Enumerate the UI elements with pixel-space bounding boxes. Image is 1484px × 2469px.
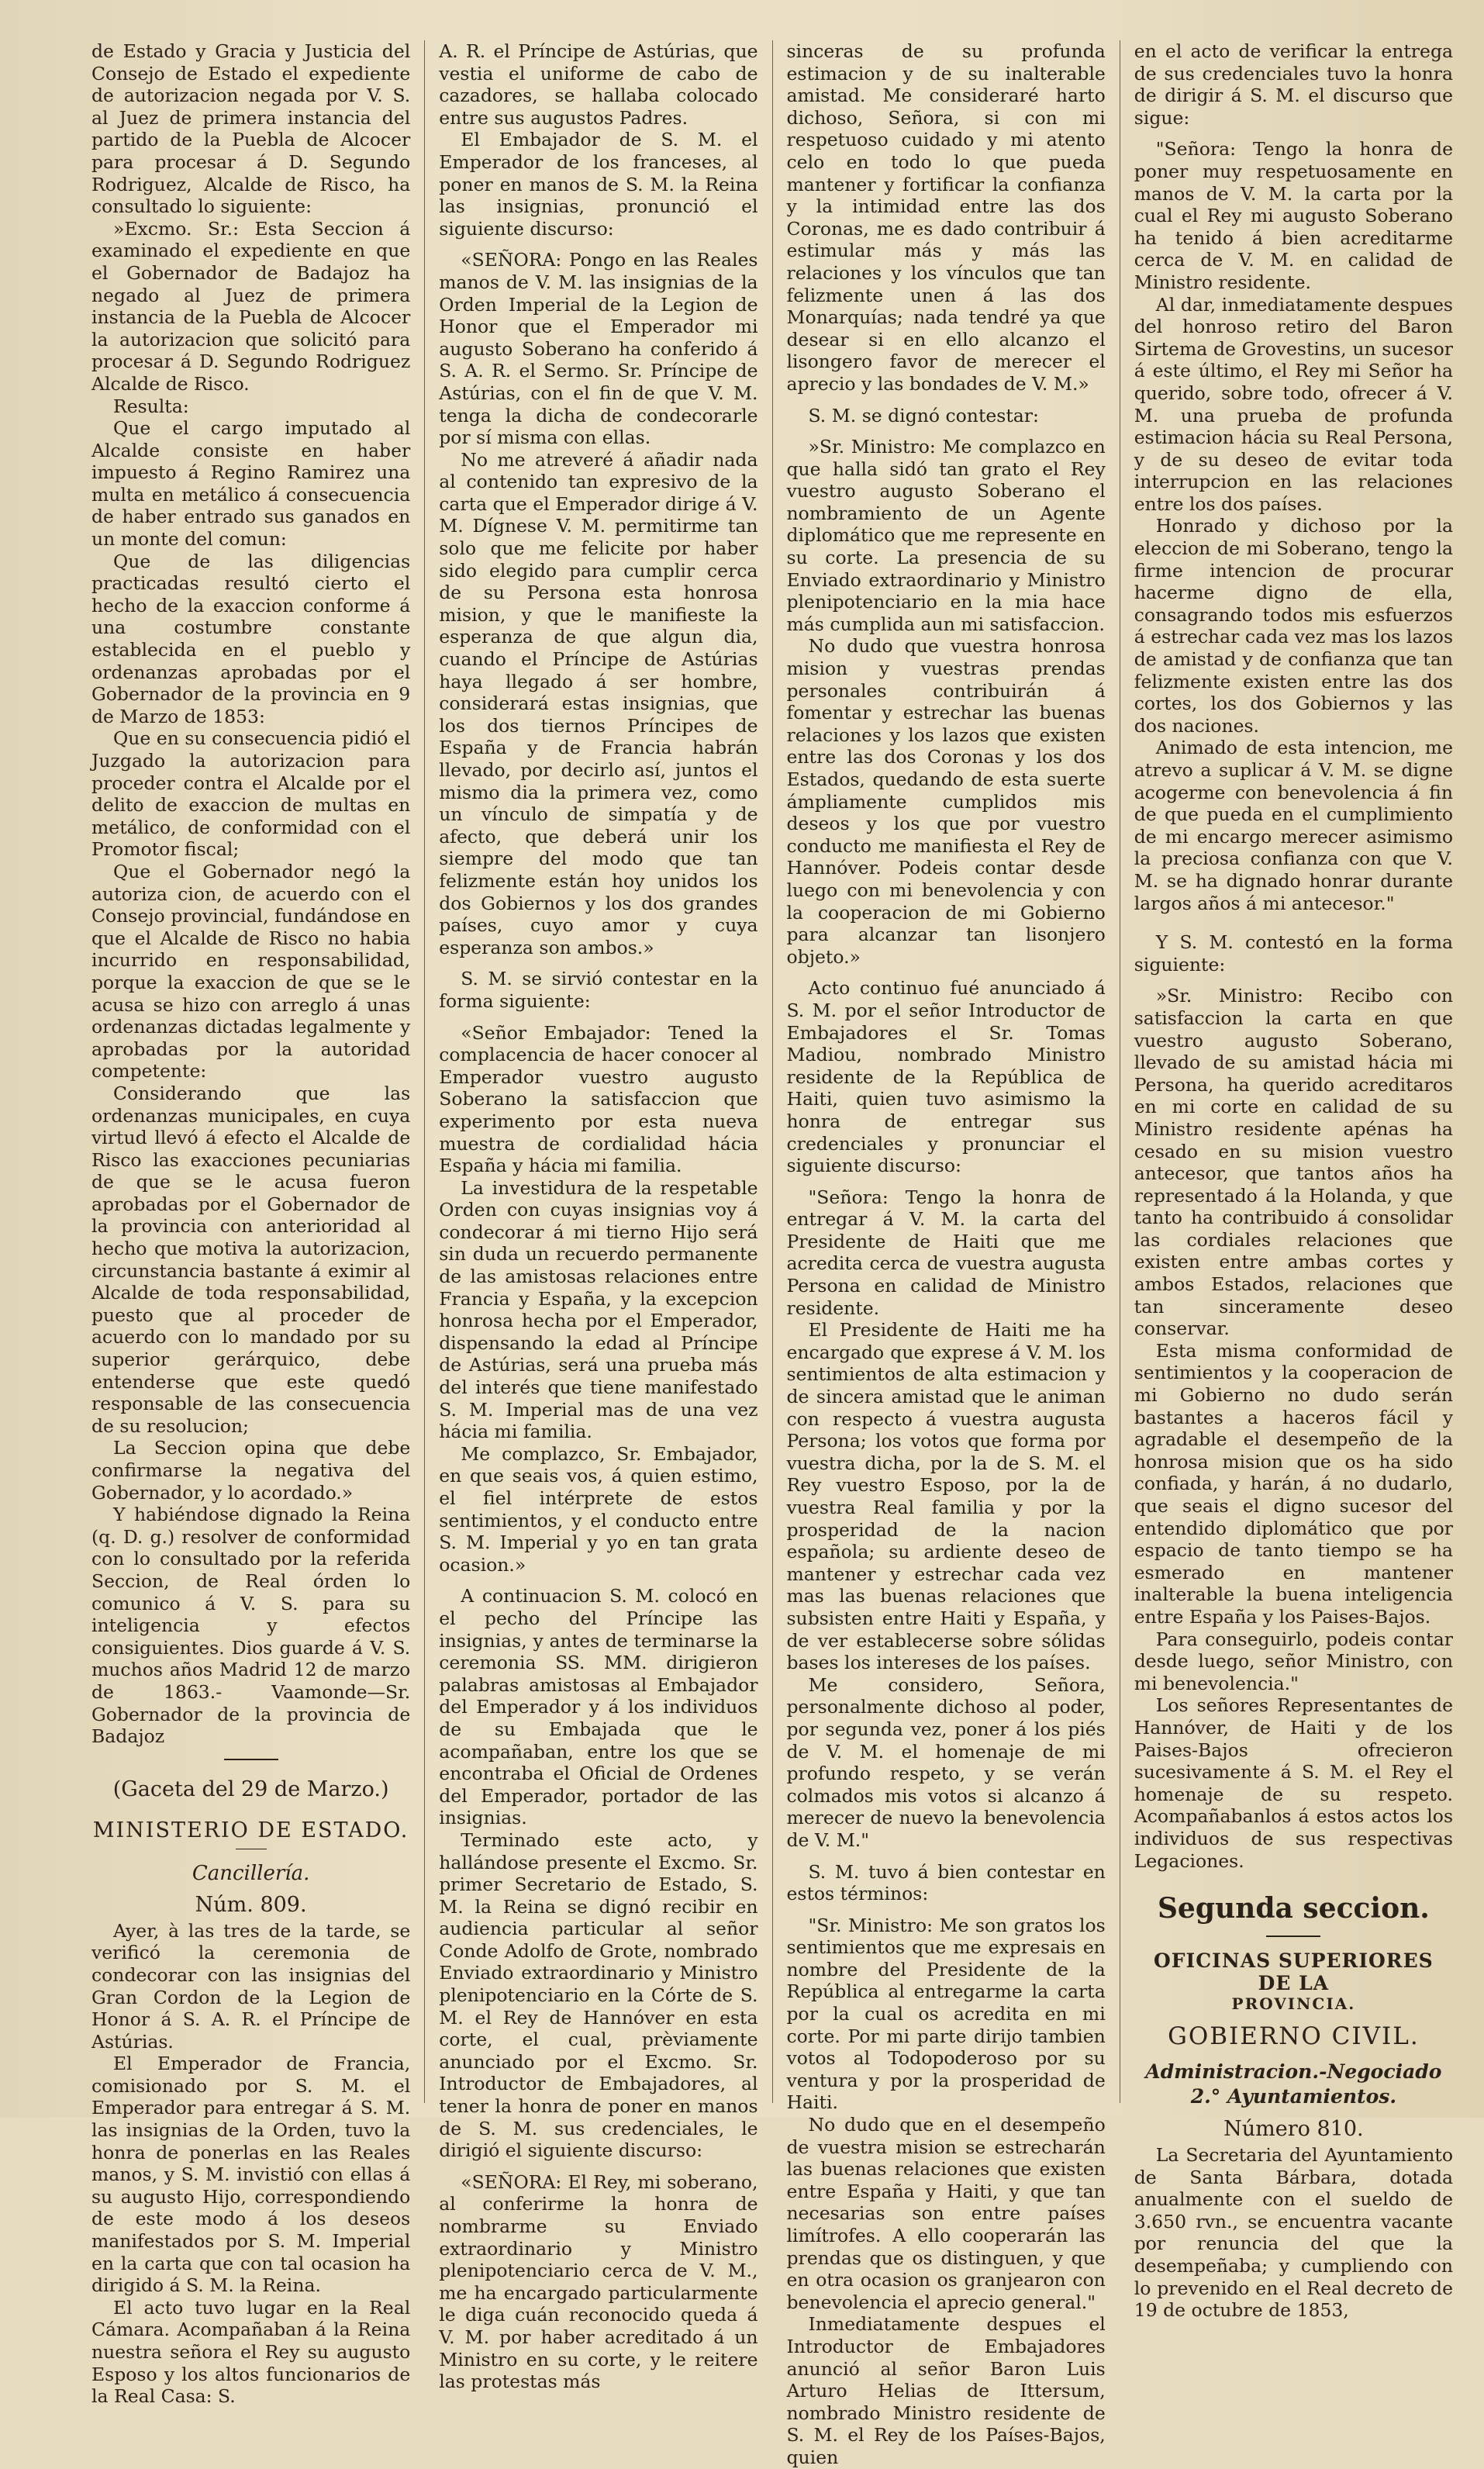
- paragraph: Que en su consecuencia pidió el Juzgado la autorizacion para proceder contra el Alcalde por el delito de exaccion de multas en metálico, de conformidad con el Promotor fiscal;: [91, 727, 411, 861]
- paragraph: S. M. se sirvió contestar en la forma siguiente:: [439, 968, 758, 1012]
- government-heading: GOBIERNO CIVIL.: [1168, 2022, 1420, 2051]
- paragraph: La Secretaria del Ayuntamiento de Santa Bárbara, dotada anualmente con el sueldo de 3.650 rvn., se encuentra vacante por renuncia del que la desempeñaba; y cumpliendo con lo prevenido en el Real decreto de 19 de octubre de 1853,: [1134, 2144, 1453, 2322]
- paragraph: Y S. M. contestó en la forma siguiente:: [1134, 931, 1453, 976]
- paragraph: A. R. el Príncipe de Astúrias, que vestia el uniforme de cabo de cazadores, se hallaba colocado entre sus augustos Padres.: [439, 40, 758, 129]
- offices-heading: OFICINAS SUPERIORES DE LA: [1154, 1949, 1434, 1995]
- paragraph: El Embajador de S. M. el Emperador de los franceses, al poner en manos de S. M. la Reina las insignias, pronunció el siguiente discurso:: [439, 129, 758, 240]
- paragraph: «SEÑORA: El Rey, mi soberano, al conferirme la honra de nombrarme su Enviado extraordinario y Ministro plenipotenciario cerca de V. M., me ha encargado particularmente le diga cuán reconocido queda á V. M. por haber acreditado á un Ministro en su corte, y le reitere las protestas más: [439, 2170, 758, 2393]
- item-number: Núm. 809.: [195, 1892, 307, 1917]
- paragraph: «SEÑORA: Pongo en las Reales manos de V. M. las insignias de la Orden Imperial de la Legion de Honor que el Emperador mi augusto Soberano ha conferido á S. A. R. el Sermo. Sr. Príncipe de Astúrias, con el fin de que V. M. tenga la dicha de condecorarle por sí misma con ellas.: [439, 249, 758, 449]
- paragraph: Que el cargo imputado al Alcalde consiste en haber impuesto á Regino Ramirez una multa en metálico á consecuencia de haber entrado sus ganados en un monte del comun:: [91, 417, 411, 551]
- paragraph: Inmediatamente despues el Introductor de Embajadores anunció al señor Baron Luis Arturo Helias de Ittersum, nombrado Ministro residente de S. M. el Rey de los Países-Bajos, quien: [786, 2313, 1106, 2468]
- paragraph: Esta misma conformidad de sentimientos y la cooperacion de mi Gobierno no dudo serán bastantes a haceros fácil y agradable el desempeño de la honrosa mision que os ha sido confiada, y harán, á no dudarlo, que seais el digno sucesor del entendido diplomático que por espacio de tanto tiempo se ha esmerado en mantener inalterable la buena inteligencia entre España y los Paises-Bajos.: [1134, 1339, 1453, 1628]
- paragraph: Resulta:: [113, 395, 189, 417]
- column-2: [425, 40, 772, 2393]
- paragraph: La investidura de la respetable Orden con cuyas insignias voy á condecorar á mi tierno Hijo será sin duda un recuerdo permanente de las amistosas relaciones entre Francia y España, y la excepcion honrosa hecha por el Emperador, dispensando la edad al Príncipe de Astúrias, será una prueba más del interés que tiene manifestado S. M. Imperial mas de una vez hácia mi familia.: [439, 1176, 758, 1443]
- paragraph: Me complazco, Sr. Embajador, en que seais vos, á quien estimo, el fiel intérprete de estos sentimientos, y el conducto entre S. M. Imperial y yo en tan grata ocasion.»: [439, 1442, 758, 1576]
- province-heading: PROVINCIA.: [1231, 1994, 1356, 2014]
- paragraph: Los señores Representantes de Hannóver, de Haiti y de los Paises-Bajos ofrecieron sucesivamente á S. M. el Rey el homenaje de su respeto. Acompañabanlos á estos actos los individuos de sus respectivas Legaciones.: [1134, 1694, 1453, 1872]
- paragraph: Considerando que las ordenanzas municipales, en cuya virtud llevó á efecto el Alcalde de Risco las exacciones pecuniarias de que se le acusa fueron aprobadas por el Gobernador de la provincia con anterioridad al hecho que motiva la autorizacion, circunstancia bastante á eximir al Alcalde de toda responsabilidad, puesto que al proceder de acuerdo con lo mandado por su superior gerárquico, debe entenderse que este quedó responsable de las consecuencia de su resolucion;: [91, 1082, 411, 1437]
- columns: [78, 40, 1467, 2468]
- paragraph: "Señora: Tengo la honra de poner muy respetuosamente en manos de V. M. la carta por la cual el Rey mi augusto Soberano ha tenido á bien acreditarme cerca de V. M. en calidad de Ministro residente.: [1134, 138, 1453, 293]
- gazette-date: (Gaceta del 29 de Marzo.): [112, 1777, 389, 1801]
- paragraph: No dudo que vuestra honrosa mision y vuestras prendas personales contribuirán á fomentar y estrechar las buenas relaciones y los lazos que existen entre las dos Coronas y los dos Estados, quedando de esta suerte ámpliamente cumplidos mis deseos y los que por vuestro conducto me manifiesta el Rey de Hannóver. Podeis contar desde luego con mi benevolencia y con la cooperacion de mi Gobierno para alcanzar tan lisonjero objeto.»: [786, 635, 1106, 968]
- section-title: Segunda seccion.: [1157, 1892, 1430, 1925]
- paragraph: Que de las diligencias practicadas resultó cierto el hecho de la exaccion conforme á una costumbre constante establecida en el pueblo y ordenanzas aprobadas por el Gobernador de la provincia en 9 de Marzo de 1853:: [91, 550, 411, 727]
- paragraph: Que el Gobernador negó la autoriza cion, de acuerdo con el Consejo provincial, fundándose en que el Alcalde de Risco no habia incurrido en responsabilidad, porque la exaccion de que se le acusa se hizo con arreglo á unas ordenanzas dictadas legalmente y aprobadas por la autoridad competente:: [91, 860, 411, 1083]
- paragraph: El Presidente de Haiti me ha encargado que exprese á V. M. los sentimientos de alta estimacion y de sincera amistad que le animan con respecto á vuestra augusta Persona; los votos que forma por vuestra dicha, por la de S. M. el Rey vuestro Esposo, por la de vuestra Real familia y por la prosperidad de la nacion española; su ardiente deseo de mantener y estrechar cada vez mas las buenas relaciones que subsisten entre Haiti y España, y de ver establecerse sobre sólidas bases los intereses de los países.: [786, 1319, 1106, 1674]
- paragraph: El acto tuvo lugar en la Real Cámara. Acompañaban á la Reina nuestra señora el Rey su augusto Esposo y los altos funcionarios de la Real Casa: S.: [91, 2296, 411, 2408]
- column-4: [1120, 40, 1467, 2322]
- paragraph: S. M. se dignó contestar:: [808, 404, 1039, 426]
- paragraph: de Estado y Gracia y Justicia del Consejo de Estado el expediente de autorizacion negada por V. S. al Juez de primera instancia del partido de la Puebla de Alcocer para procesar á D. Segundo Rodriguez, Alcalde de Risco, ha consultado lo siguiente:: [91, 40, 411, 218]
- column-3: [773, 40, 1120, 2468]
- admin-subheading: Administracion.-Negociado 2.° Ayuntamientos.: [1145, 2060, 1442, 2108]
- chancery-heading: Cancillería.: [192, 1861, 310, 1885]
- paragraph: «Señor Embajador: Tened la complacencia de hacer conocer al Emperador vuestro augusto Soberano la satisfaccion que experimento por esta nueva muestra de cordialidad hácia España y hácia mi familia.: [439, 1021, 758, 1177]
- paragraph: Al dar, inmediatamente despues del honroso retiro del Baron Sirtema de Grovestins, un sucesor á este último, el Rey mi Señor ha querido, sobre todo, ofrecer á V. M. una prueba de profunda estimacion hácia su Real Persona, y de su deseo de evitar toda interrupcion en las relaciones entre los dos países.: [1134, 293, 1453, 515]
- paragraph: A continuacion S. M. colocó en el pecho del Príncipe las insignias, y antes de terminarse la ceremonia SS. MM. dirigieron palabras amistosas al Embajador del Emperador y á los individuos de su Embajada que le acompañaban, entre los que se encontraba el Oficial de Ordenes del Emperador, portador de las insignias.: [439, 1585, 758, 1829]
- paragraph: Acto continuo fué anunciado á S. M. por el señor Introductor de Embajadores el Sr. Tomas Madiou, nombrado Ministro residente de la República de Haiti, quien tuvo asimismo la honra de entregar sus credenciales y pronunciar el siguiente discurso:: [786, 977, 1106, 1177]
- column-1: [78, 40, 425, 2408]
- ministry-heading: MINISTERIO DE ESTADO.: [92, 1818, 409, 1842]
- paragraph: No me atreveré á añadir nada al contenido tan expresivo de la carta que el Emperador dirige á V. M. Dígnese V. M. permitirme tan solo que me felicite por haber sido elegido para cumplir cerca de su Persona esta honrosa mision, y que le manifieste la esperanza de que algun dia, cuando el Príncipe de Astúrias haya llegado á ser hombre, considerará estas insignias, que los dos tiernos Príncipes de España y de Francia habrán llevado, por decirlo así, juntos el mismo dia la primera vez, como un vínculo de simpatía y de afecto, que deberá unir los siempre del modo que tan felizmente están hoy unidos los dos Gobiernos y los dos grandes países, cuyo amor y cuya esperanza son ambos.»: [439, 448, 758, 958]
- paragraph: Animado de esta intencion, me atrevo a suplicar á V. M. se digne acogerme con benevolencia á fin de que pueda en el cumplimiento de mi encargo merecer asimismo la preciosa confianza con que V. M. se ha dignado honrar durante largos años á mi antecesor.": [1134, 737, 1453, 914]
- paragraph: Para conseguirlo, podeis contar desde luego, señor Ministro, con mi benevolencia.": [1134, 1628, 1453, 1694]
- paragraph: Terminado este acto, y hallándose presente el Excmo. Sr. primer Secretario de Estado, S. M. la Reina se dignó recibir en audiencia particular al señor Conde Adolfo de Grote, nombrado Enviado extraordinario y Ministro plenipotenciario en la Córte de S. M. el Rey de Hannóver en esta corte, el cual, prèviamente anunciado por el Excmo. Sr. Introductor de Embajadores, al tener la honra de poner en manos de S. M. sus credenciales, le dirigió el siguiente discurso:: [439, 1828, 758, 2162]
- paragraph: El Emperador de Francia, comisionado por S. M. el Emperador para entregar á S. M. las insignias de la Orden, tuvo la honra de ponerlas en las Reales manos, y S. M. invistió con ellas á su augusto Hijo, correspondiendo de este modo á los deseos manifestados por S. M. Imperial en la carta que con tal ocasion ha dirigido á S. M. la Reina.: [91, 2053, 411, 2297]
- paragraph: Me considero, Señora, personalmente dichoso al poder, por segunda vez, poner á los piés de V. M. el homenaje de mi profundo respeto, y se verán colmados mis votos si alcanzo á merecer de nuevo la benevolencia de V. M.": [786, 1673, 1106, 1851]
- paragraph: »Sr. Ministro: Recibo con satisfaccion la carta en que vuestro augusto Soberano, llevado de su amistad hácia mi Persona, ha querido acreditaros en mi corte en calidad de su Ministro residente apénas ha cesado en su mision vuestro antecesor, que tantos años ha representado á la Holanda, y que tanto ha contribuido á consolidar las cordiales relaciones que existen entre ambas cortes y ambos Estados, relaciones que tan sinceramente deseo conservar.: [1134, 985, 1453, 1340]
- divider: [1266, 1935, 1320, 1937]
- item-number: Número 810.: [1223, 2117, 1364, 2142]
- paragraph: »Excmo. Sr.: Esta Seccion á examinado el expediente en que el Gobernador de Badajoz ha negado al Juez de primera instancia de la Puebla de Alcocer la autorizacion que solicitó para procesar á D. Segundo Rodriguez Alcalde de Risco.: [91, 217, 411, 395]
- paragraph: S. M. tuvo á bien contestar en estos términos:: [786, 1860, 1106, 1905]
- paragraph: "Señora: Tengo la honra de entregar á V. M. la carta del Presidente de Haiti que me acredita cerca de vuestra augusta Persona en calidad de Ministro residente.: [786, 1186, 1106, 1319]
- paragraph: "Sr. Ministro: Me son gratos los sentimientos que me expresais en nombre del Presidente de la República al entregarme la carta por la cual os acredita en mi corte. Por mi parte dirijo tambien votos al Todopoderoso por su ventura y por la prosperidad de Haiti.: [786, 1914, 1106, 2114]
- divider: [224, 1759, 278, 1760]
- paragraph: en el acto de verificar la entrega de sus credenciales tuvo la honra de dirigir á S. M. el discurso que sigue:: [1134, 40, 1453, 129]
- paragraph: La Seccion opina que debe confirmarse la negativa del Gobernador, y lo acordado.»: [91, 1437, 411, 1504]
- paragraph: sinceras de su profunda estimacion y de su inalterable amistad. Me consideraré harto dichoso, Señora, si con mi respetuoso cuidado y mi atento celo en todo lo que pueda mantener y fortificar la confianza y la intimidad entre las dos Coronas, me es dado contribuir á estimular más y más las relaciones y los vínculos que tan felizmente unen á las dos Monarquías; nada tendré ya que desear si en ello alcanzo el lisongero favor de merecer el aprecio y las bondades de V. M.»: [786, 40, 1106, 395]
- paragraph: Ayer, à las tres de la tarde, se verificó la ceremonia de condecorar con las insignias del Gran Cordon de la Legion de Honor á S. A. R. el Príncipe de Astúrias.: [91, 1919, 411, 2053]
- paragraph: No dudo que en el desempeño de vuestra mision se estrecharán las buenas relaciones que existen entre España y Haiti, y que tan necesarias son entre países limítrofes. A ello cooperarán las prendas que os distinguen, y que en otra ocasion os granjearon con benevolencia el aprecio general.": [786, 2114, 1106, 2313]
- paragraph: Honrado y dichoso por la eleccion de mi Soberano, tengo la firme intencion de procurar hacerme digno de ella, consagrando todos mis esfuerzos á estrechar cada vez mas los lazos de amistad y de confianza que tan felizmente existen entre las dos cortes, los dos Gobiernos y las dos naciones.: [1134, 515, 1453, 737]
- paragraph: Y habiéndose dignado la Reina (q. D. g.) resolver de conformidad con lo consultado por la referida Seccion, de Real órden lo comunico á V. S. para su inteligencia y efectos consiguientes. Dios guarde á V. S. muchos años Madrid 12 de marzo de 1863.- Vaamonde—Sr. Gobernador de la provincia de Badajoz: [91, 1504, 411, 1748]
- paragraph: »Sr. Ministro: Me complazco en que halla sidó tan grato el Rey vuestro augusto Soberano el nombramiento de un Agente diplomático que me represente en su corte. La presencia de su Enviado extraordinario y Ministro plenipotenciario en la mia hace más cumplida aun mi satisfaccion.: [786, 436, 1106, 635]
